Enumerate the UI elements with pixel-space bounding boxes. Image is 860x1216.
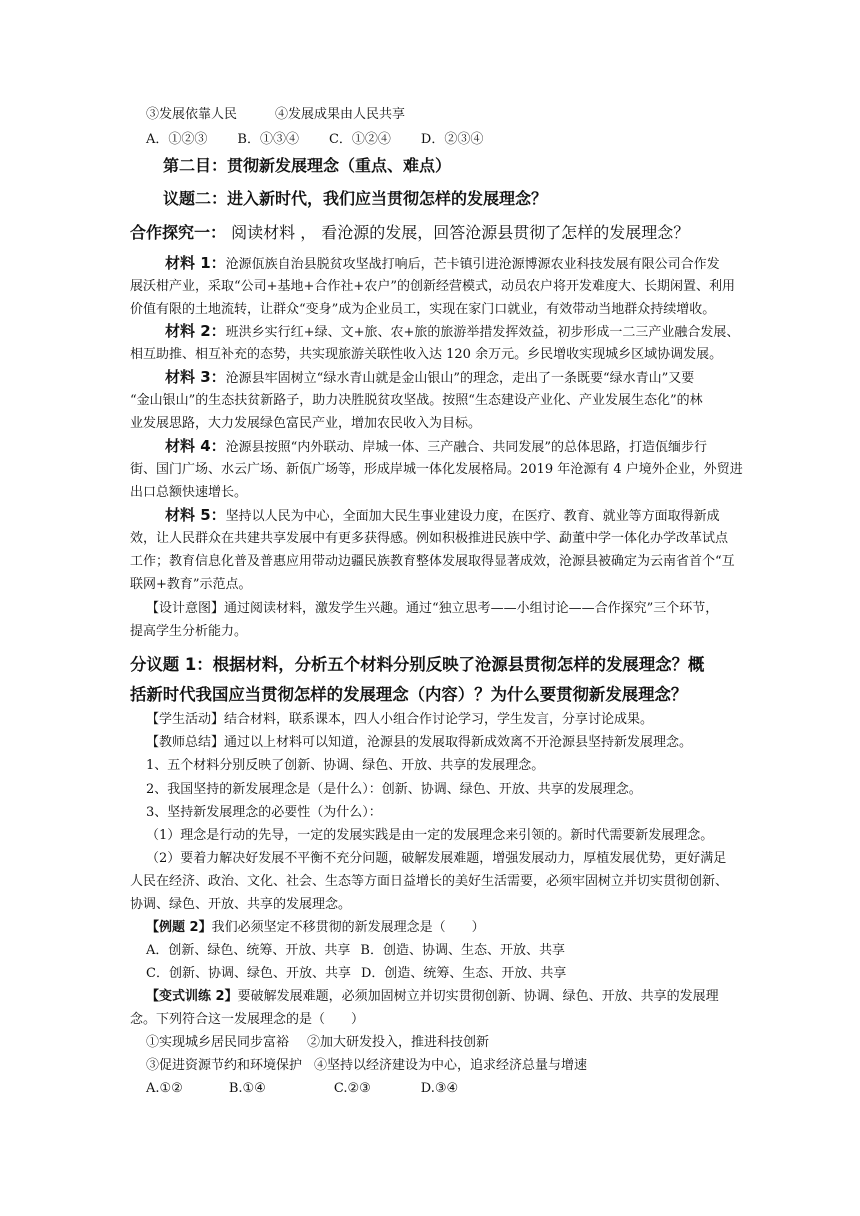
q1-option-4: ④发展成果由人民共享 [275, 107, 406, 122]
variant2-opts-34 [146, 1057, 587, 1075]
example2-stem-line [146, 919, 485, 937]
example2-option-c: C．创新、协调、绿色、开放、共享 [146, 966, 351, 981]
material-1-line-3: 价值有限的土地流转，让群众“变身”成为企业员工，实现在家门口就业，有效带动当地群众持续增收。 [130, 302, 716, 317]
subtopic1-line-1: 分议题 1：根据材料，分析五个材料分别反映了沧源县贯彻怎样的发展理念？概 [130, 655, 705, 674]
explore1-line [130, 222, 689, 244]
material-3-line-3: 业发展思路，大力发展绿色富民产业，增加农民收入为目标。 [130, 416, 482, 431]
material-4-line-3: 出口总额快速增长。 [130, 485, 248, 500]
student-activity: 【学生活动】结合材料，联系课本，四人小组合作讨论学习，学生发言，分享讨论成果。 [146, 712, 654, 727]
material-5-line-2: 效，让人民群众在共建共享发展中有更多获得感。例如积极推进民族中学、勐董中学一体化办学改革试点 [130, 531, 729, 546]
material-4-line-1: 材料 4：沧源县按照“内外联动、岸城一体、三产融合、共同发展”的总体思路，打造佤缅步行 [165, 437, 707, 455]
material-5-line-4: 联网+教育”示范点。 [130, 577, 252, 592]
subtopic1-line-2: 括新时代我国应当贯彻怎样的发展理念（内容）？为什么要贯彻新发展理念？ [130, 685, 688, 704]
summary-point-2: 2、我国坚持的新发展理念是（是什么）：创新、协调、绿色、开放、共享的发展理念。 [146, 782, 642, 797]
variant2-choice-c: C.②③ [333, 1081, 371, 1096]
explore1-prompt: 阅读材料 ， 看沧源的发展，回答沧源县贯彻了怎样的发展理念？ [226, 223, 690, 242]
section2-topic: 议题二：进入新时代，我们应当贯彻怎样的发展理念？ [163, 189, 548, 208]
variant2-opt-1: ①实现城乡居民同步富裕 [146, 1035, 290, 1050]
q1-option-3: ③发展依靠人民 [146, 107, 238, 122]
q1-choice-a: A．①②③ [146, 132, 208, 147]
q1-choices-line [146, 131, 483, 149]
material-2-label: 材料 2： [165, 322, 226, 340]
variant2-choice-a: A.①② [146, 1081, 183, 1096]
variant2-opt-2: ②加大研发投入，推进科技创新 [307, 1035, 490, 1050]
material-1-line-1: 材料 1：沧源佤族自治县脱贫攻坚战打响后，芒卡镇引进沧源博源农业科技发展有限公司合作发 [165, 254, 720, 272]
summary-point-1: 1、五个材料分别反映了创新、协调、绿色、开放、共享的发展理念。 [146, 758, 545, 773]
design-intent-line-2: 提高学生分析能力。 [130, 624, 248, 639]
material-3-line-1: 材料 3：沧源县牢固树立“绿水青山就是金山银山”的理念，走出了一条既要“绿水青山”又要 [165, 368, 695, 386]
q1-choice-b: B．①③④ [237, 132, 299, 147]
explore1-label: 合作探究一： [130, 223, 227, 242]
example2-options-cd [146, 965, 566, 983]
material-3-label: 材料 3： [165, 368, 226, 386]
variant2-stem-line-2: 念。下列符合这一发展理念的是（ ） [130, 1012, 365, 1027]
example2-option-b: B．创造、协调、生态、开放、共享 [360, 943, 565, 958]
material-5-line-3: 工作；教育信息化普及普惠应用带动边疆民族教育整体发展取得显著成效，沧源县被确定为云南省首个“互 [130, 554, 735, 569]
example2-label: 【例题 2】 [146, 920, 212, 935]
variant2-choice-d: D.③④ [420, 1081, 459, 1096]
design-intent-line-1: 【设计意图】通过阅读材料，激发学生兴趣。通过“独立思考——小组讨论——合作探究”三个环节， [146, 601, 719, 616]
material-1-label: 材料 1： [165, 254, 226, 272]
material-4-line-2: 街、国门广场、水云广场、新佤广场等，形成岸城一体化发展格局。2019 年沧源有 4 户境外企业，外贸进 [130, 462, 743, 477]
q1-choice-c: C．①②④ [328, 132, 391, 147]
material-3-line-2: “金山银山”的生态扶贫新路子，助力决胜脱贫攻坚战。按照“生态建设产业化、产业发展生态化”的林 [130, 393, 703, 408]
section2-title: 第二目：贯彻新发展理念（重点、难点） [163, 156, 452, 175]
teacher-summary: 【教师总结】通过以上材料可以知道，沧源县的发展取得新成效离不开沧源县坚持新发展理念。 [146, 735, 693, 750]
example2-option-d: D．创造、统筹、生态、开放、共享 [360, 966, 567, 981]
reason-2-line-1: （2）要着力解决好发展不平衡不充分问题，破解发展难题，增强发展动力，厚植发展优势，更好满足 [146, 851, 727, 866]
material-5-label: 材料 5： [165, 506, 226, 524]
material-2-line-1: 材料 2：班洪乡实行红+绿、文+旅、农+旅的旅游举措发挥效益，初步形成一二三产业融合发展、 [165, 322, 740, 340]
variant2-opt-4: ④坚持以经济建设为中心，追求经济总量与增速 [314, 1058, 588, 1073]
material-1-line-2: 展沃柑产业，采取“公司+基地+合作社+农户”的创新经营模式，动员农户将开发难度大、长期闲置、利用 [130, 279, 735, 294]
variant2-choices-line [146, 1080, 458, 1098]
reason-2-line-2: 人民在经济、政治、文化、社会、生态等方面日益增长的美好生活需要，必须牢固树立并切实贯彻创新、 [130, 874, 729, 889]
material-4-label: 材料 4： [165, 437, 226, 455]
variant2-label: 【变式训练 2】 [146, 989, 238, 1004]
reason-1: （1）理念是行动的先导，一定的发展实践是由一定的发展理念来引领的。新时代需要新发展理念。 [146, 828, 714, 843]
reason-2-line-3: 协调、绿色、开放、共享的发展理念。 [130, 897, 352, 912]
summary-point-3: 3、坚持新发展理念的必要性（为什么）： [146, 805, 382, 820]
material-5-line-1: 材料 5：坚持以人民为中心，全面加大民生事业建设力度，在医疗、教育、就业等方面取得新成 [165, 506, 720, 524]
example2-stem: 我们必须坚定不移贯彻的新发展理念是（ ） [211, 920, 485, 935]
q1-options-line [146, 106, 405, 124]
variant2-opts-12 [146, 1034, 489, 1052]
variant2-choice-b: B.①④ [228, 1081, 266, 1096]
variant2-stem-line-1 [146, 988, 719, 1006]
example2-options-ab [146, 942, 565, 960]
material-2-line-2: 相互助推、相互补充的态势，共实现旅游关联性收入达 120 余万元。乡民增收实现城乡区域协调发展。 [130, 347, 723, 362]
variant2-stem-1: 要破解发展难题，必须加固树立并切实贯彻创新、协调、绿色、开放、共享的发展理 [237, 989, 719, 1004]
example2-option-a: A．创新、绿色、统筹、开放、共享 [146, 943, 351, 958]
q1-choice-d: D．②③④ [420, 132, 484, 147]
variant2-opt-3: ③促进资源节约和环境保护 [146, 1058, 303, 1073]
